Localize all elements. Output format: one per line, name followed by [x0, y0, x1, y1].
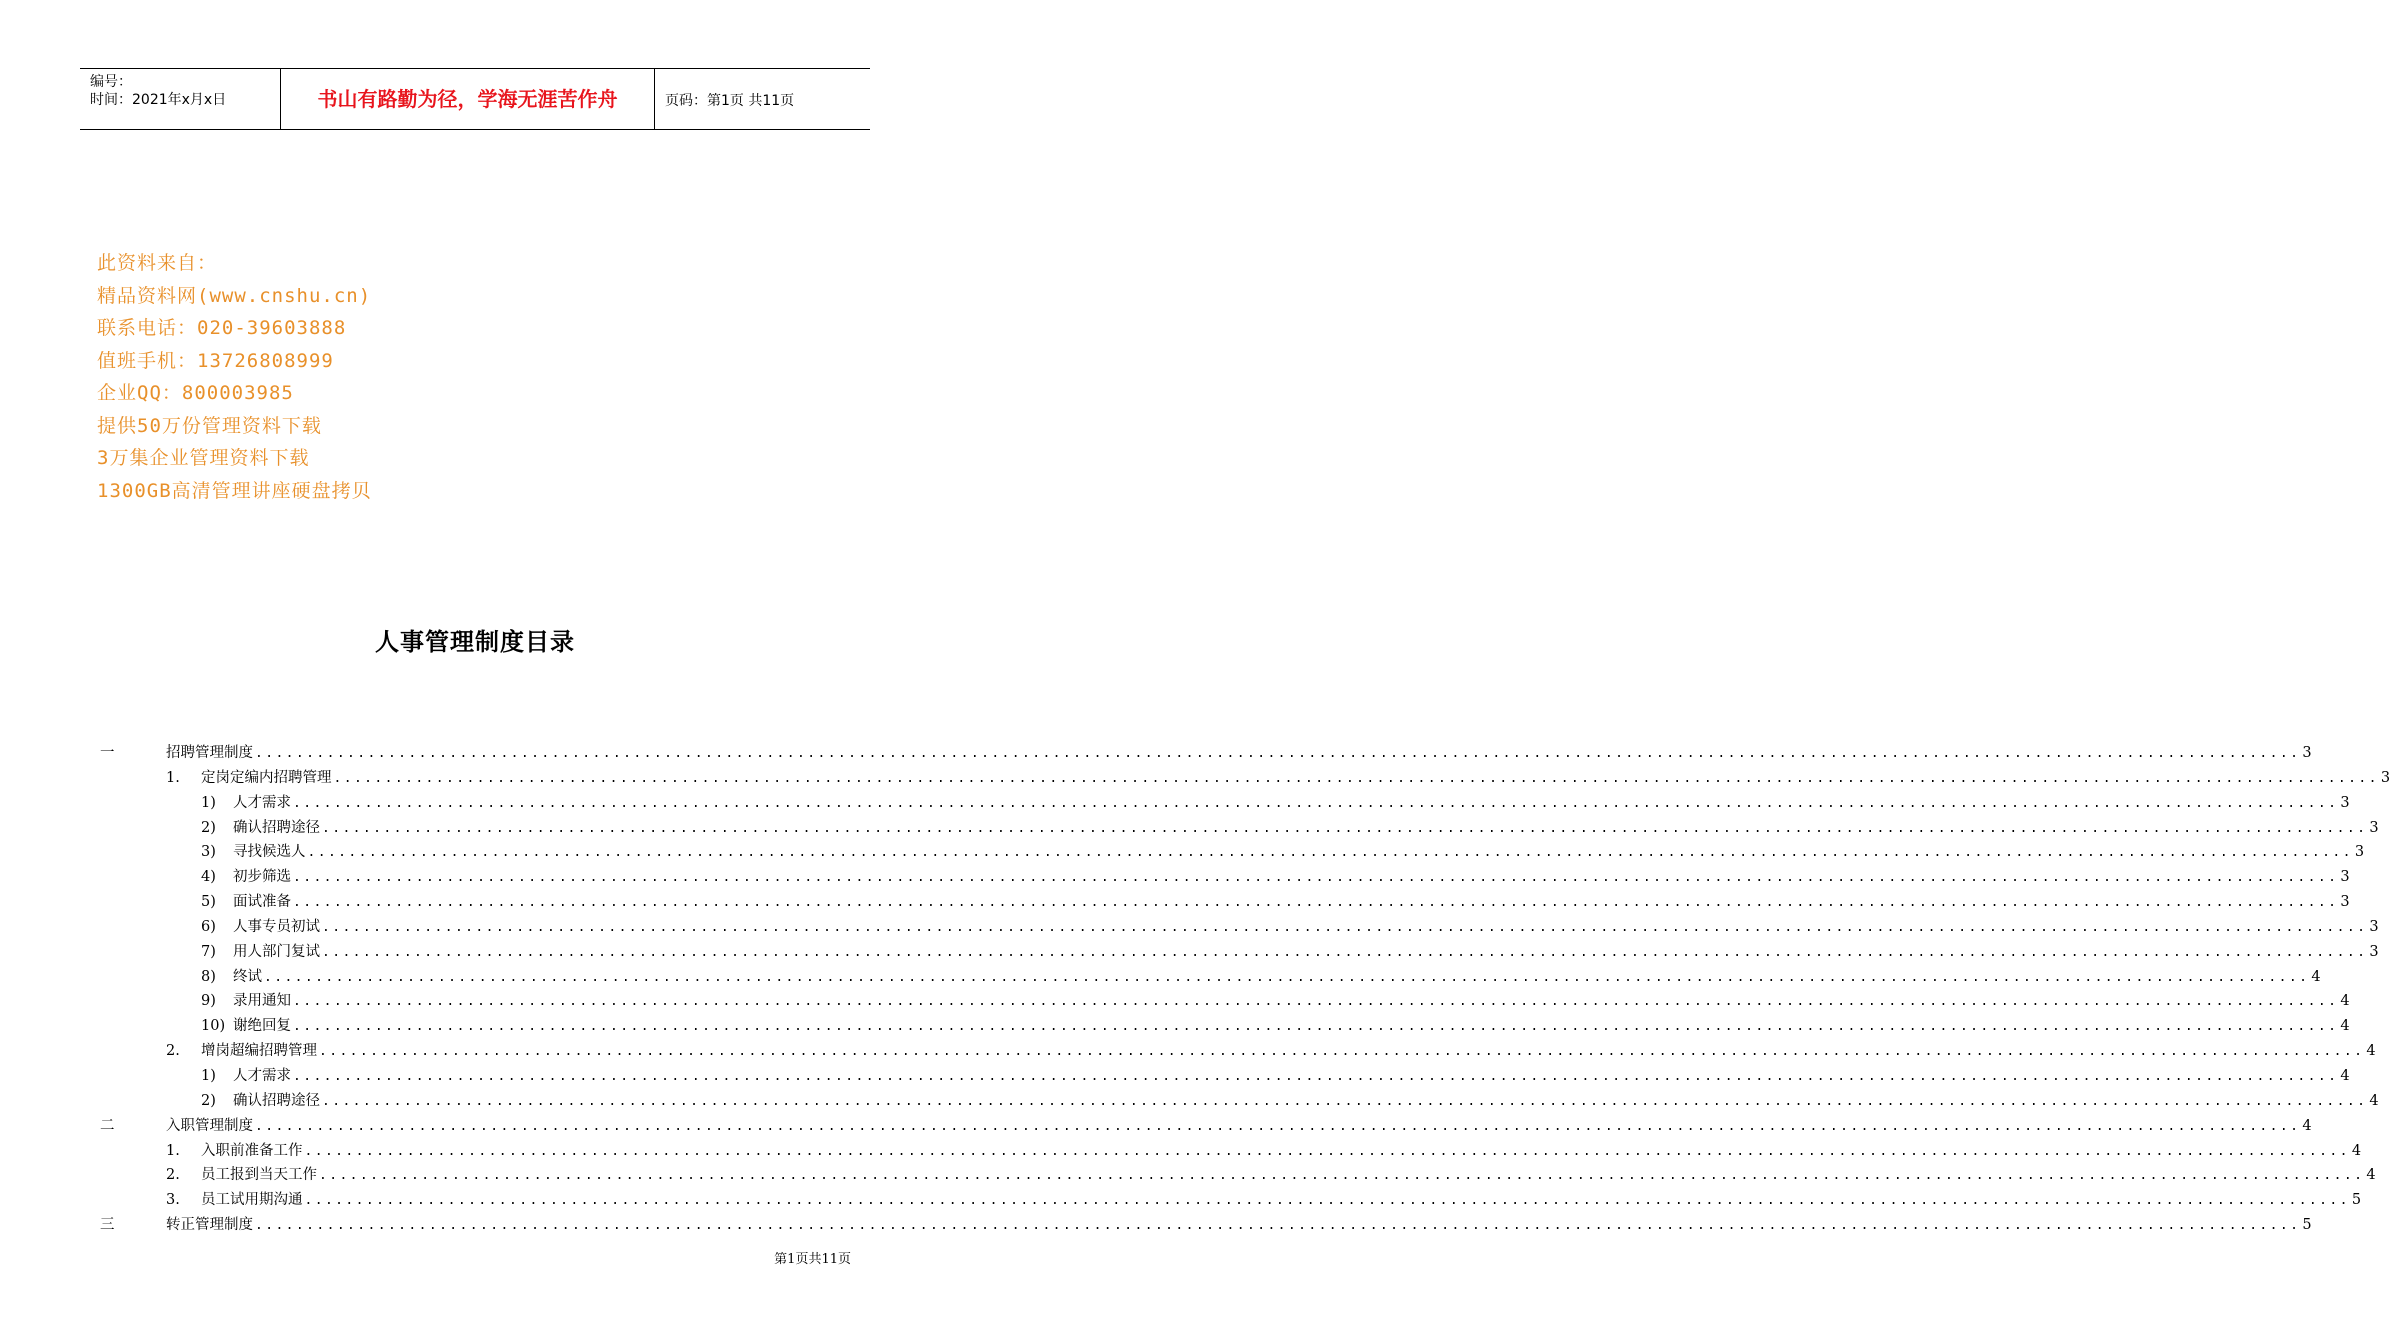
toc-entry-page: 5	[2302, 1217, 2312, 1234]
toc-entry-number: 2)	[201, 1092, 216, 1109]
page-title: 人事管理制度目录	[375, 628, 575, 656]
toc-entry-title: 面试准备	[233, 894, 291, 911]
toc-entry-page: 3	[2369, 918, 2379, 935]
document-time-label: 时间：2021年x月x日	[90, 92, 227, 108]
toc-entry-number: 7)	[201, 943, 216, 960]
toc-entry-number: 2.	[166, 1043, 180, 1060]
table-of-contents	[100, 741, 2390, 1238]
toc-entry-number: 3)	[201, 844, 216, 861]
toc-entry[interactable]	[100, 766, 2390, 791]
toc-entry[interactable]	[100, 1114, 2312, 1139]
toc-entry-page: 4	[2366, 1167, 2376, 1184]
source-info-line: 此资料来自：	[97, 252, 218, 274]
toc-dot-leader: ........................................................................................................................................................................................................	[293, 994, 2339, 1010]
toc-entry-number: 5)	[201, 894, 216, 911]
toc-entry-title: 增岗超编招聘管理	[201, 1043, 317, 1060]
toc-dot-leader: ........................................................................................................................................................................................................	[319, 1044, 2365, 1060]
toc-entry[interactable]	[100, 965, 2321, 990]
header-page-cell	[655, 69, 870, 129]
toc-dot-leader: ........................................................................................................................................................................................................	[293, 795, 2339, 811]
toc-entry[interactable]	[100, 1014, 2350, 1039]
toc-entry-title: 入职前准备工作	[201, 1142, 303, 1159]
header-motto-cell	[281, 69, 655, 129]
source-info-line: 1300GB高清管理讲座硬盘拷贝	[97, 479, 372, 502]
toc-entry-page: 4	[2369, 1092, 2379, 1109]
toc-entry-number: 2.	[166, 1167, 180, 1184]
source-info-line: 企业QQ：800003985	[97, 382, 294, 404]
header-motto: 书山有路勤为径，学海无涯苦作舟	[317, 87, 618, 111]
toc-entry[interactable]	[100, 1163, 2376, 1188]
source-info-block	[97, 247, 372, 507]
toc-dot-leader: ........................................................................................................................................................................................................	[293, 1068, 2339, 1084]
toc-dot-leader: ........................................................................................................................................................................................................	[304, 1143, 2350, 1159]
document-code-label: 编号：	[90, 74, 132, 90]
toc-entry[interactable]	[100, 816, 2379, 841]
toc-entry[interactable]	[100, 1139, 2362, 1164]
toc-entry-page: 4	[2340, 993, 2350, 1010]
toc-entry-title: 录用通知	[233, 993, 291, 1010]
toc-entry-number: 9)	[201, 993, 216, 1010]
page-footer: 第1页共11页	[774, 1252, 851, 1267]
toc-entry[interactable]	[100, 989, 2350, 1014]
toc-entry[interactable]	[100, 840, 2365, 865]
toc-entry-title: 初步筛选	[233, 869, 291, 886]
toc-entry-page: 3	[2302, 745, 2312, 761]
toc-entry[interactable]	[100, 1089, 2379, 1114]
toc-entry[interactable]	[100, 791, 2350, 816]
toc-entry-title: 用人部门复试	[233, 943, 320, 960]
toc-dot-leader: ........................................................................................................................................................................................................	[264, 969, 2310, 985]
toc-dot-leader: ........................................................................................................................................................................................................	[319, 1168, 2365, 1184]
toc-entry[interactable]	[100, 940, 2379, 965]
toc-entry-number: 6)	[201, 918, 216, 935]
toc-dot-leader: ........................................................................................................................................................................................................	[293, 1019, 2339, 1035]
toc-entry[interactable]	[100, 1188, 2362, 1213]
toc-entry[interactable]	[100, 741, 2312, 766]
toc-entry-number: 2)	[201, 819, 216, 836]
toc-entry-title: 人事专员初试	[233, 918, 320, 935]
toc-entry-page: 4	[2366, 1043, 2376, 1060]
toc-entry-page: 3	[2354, 844, 2365, 861]
toc-entry-page: 4	[2311, 968, 2321, 985]
header-meta-cell	[80, 69, 281, 129]
toc-entry-title: 招聘管理制度	[166, 745, 253, 761]
toc-dot-leader: ........................................................................................................................................................................................................	[255, 746, 2301, 761]
toc-entry-number: 1)	[201, 1067, 216, 1084]
toc-entry-title: 入职管理制度	[166, 1117, 253, 1134]
toc-dot-leader: ........................................................................................................................................................................................................	[304, 1193, 2350, 1209]
toc-entry-title: 寻找候选人	[233, 844, 306, 861]
toc-entry-page: 4	[2351, 1142, 2362, 1159]
toc-entry-title: 谢绝回复	[233, 1018, 291, 1035]
toc-entry-title: 员工试用期沟通	[201, 1192, 303, 1209]
toc-entry-number: 10)	[201, 1018, 226, 1035]
toc-entry-title: 定岗定编内招聘管理	[201, 769, 332, 786]
document-header	[80, 68, 870, 130]
toc-dot-leader: ........................................................................................................................................................................................................	[322, 1093, 2368, 1109]
header-page-info: 页码：第1页 共11页	[665, 93, 795, 109]
toc-entry-page: 4	[2340, 1067, 2350, 1084]
toc-entry-page: 3	[2340, 794, 2350, 811]
toc-entry-title: 确认招聘途径	[233, 819, 320, 836]
toc-entry-title: 确认招聘途径	[233, 1092, 320, 1109]
toc-dot-leader: ........................................................................................................................................................................................................	[307, 845, 2353, 861]
source-info-line: 精品资料网(www.cnshu.cn)	[97, 284, 372, 307]
toc-entry[interactable]	[100, 1064, 2350, 1089]
toc-entry[interactable]	[100, 1039, 2376, 1064]
toc-entry-number: 二	[100, 1117, 115, 1134]
toc-dot-leader: ........................................................................................................................................................................................................	[322, 944, 2368, 960]
toc-entry-page: 5	[2351, 1192, 2362, 1209]
toc-entry-title: 人才需求	[233, 794, 291, 811]
toc-entry-title: 终试	[233, 968, 262, 985]
toc-entry-number: 1)	[201, 794, 216, 811]
source-info-line: 提供50万份管理资料下载	[97, 414, 322, 437]
toc-entry-title: 转正管理制度	[166, 1217, 253, 1234]
toc-entry-number: 8)	[201, 968, 216, 985]
toc-entry-page: 3	[2340, 894, 2350, 911]
toc-entry-number: 1.	[166, 769, 180, 786]
toc-entry-number: 一	[100, 745, 115, 761]
source-info-line: 联系电话：020-39603888	[97, 317, 347, 339]
source-info-line: 值班手机：13726808999	[97, 349, 334, 372]
toc-entry-title: 人才需求	[233, 1067, 291, 1084]
toc-dot-leader: ........................................................................................................................................................................................................	[293, 895, 2339, 911]
toc-entry-page: 3	[2369, 943, 2379, 960]
toc-entry-title: 员工报到当天工作	[201, 1167, 317, 1184]
toc-entry-page: 4	[2302, 1117, 2312, 1134]
toc-entry[interactable]	[100, 915, 2379, 940]
toc-dot-leader: ........................................................................................................................................................................................................	[322, 820, 2368, 836]
toc-dot-leader: ........................................................................................................................................................................................................	[255, 1218, 2301, 1234]
source-info-line: 3万集企业管理资料下载	[97, 447, 310, 469]
toc-entry-page: 3	[2380, 769, 2390, 786]
toc-entry[interactable]	[100, 890, 2350, 915]
toc-dot-leader: ........................................................................................................................................................................................................	[255, 1118, 2301, 1134]
toc-entry-number: 三	[100, 1217, 115, 1234]
toc-dot-leader: ........................................................................................................................................................................................................	[293, 870, 2339, 886]
toc-dot-leader: ........................................................................................................................................................................................................	[333, 770, 2379, 786]
toc-entry-page: 3	[2340, 869, 2350, 886]
toc-entry-number: 3.	[166, 1192, 180, 1209]
toc-entry-page: 3	[2369, 819, 2379, 836]
toc-dot-leader: ........................................................................................................................................................................................................	[322, 919, 2368, 935]
toc-entry[interactable]	[100, 865, 2350, 890]
toc-entry-page: 4	[2340, 1018, 2350, 1035]
toc-entry[interactable]	[100, 1213, 2312, 1238]
toc-entry-number: 1.	[166, 1142, 180, 1159]
toc-entry-number: 4)	[201, 869, 216, 886]
